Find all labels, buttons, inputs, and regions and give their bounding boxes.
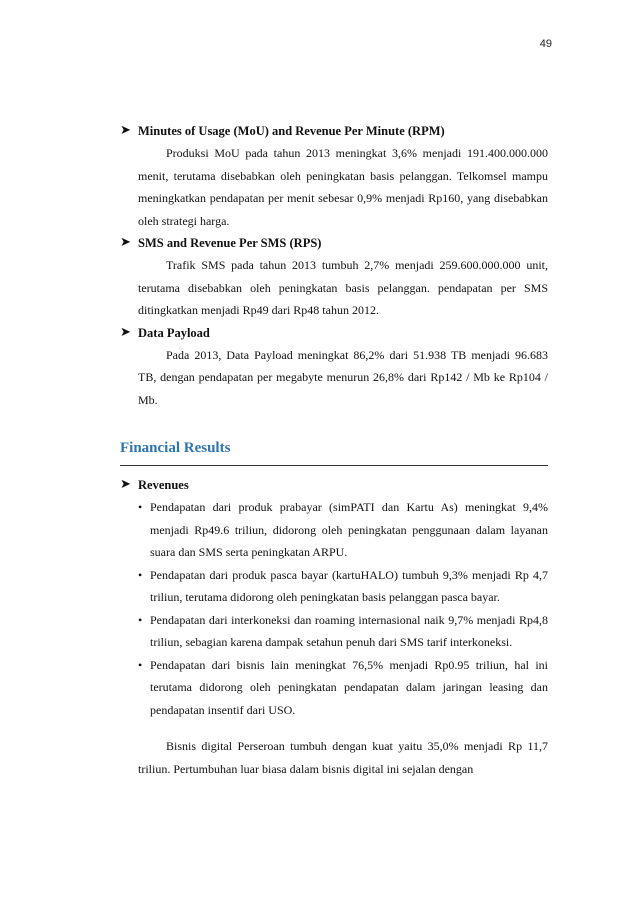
revenues-heading (120, 474, 548, 496)
arrow-bullet-icon: ➤ (120, 324, 131, 340)
arrow-bullet-icon: ➤ (120, 477, 131, 492)
mou-heading (120, 120, 548, 142)
revenues-heading-text: Revenues (138, 478, 189, 492)
financial-results-title: Financial Results (120, 437, 548, 466)
revenues-list (120, 496, 548, 721)
data-payload-heading-text: Data Payload (138, 325, 210, 340)
list-item-text: Pendapatan dari produk pasca bayar (kartuHALO) tumbuh 9,3% menjadi Rp 4,7 triliun, terutama didorong oleh peningkatan basis pelanggan pasca bayar. (150, 567, 548, 604)
sms-heading-text: SMS and Revenue Per SMS (RPS) (138, 236, 322, 250)
list-item (120, 609, 548, 654)
data-payload-paragraph: Pada 2013, Data Payload meningkat 86,2% dari 51.938 TB menjadi 96.683 TB, dengan pendapatan per megabyte menurun 26,8% dari Rp142 / Mb ke Rp104 / Mb. (138, 347, 548, 407)
list-item-text: Pendapatan dari produk prabayar (simPATI dan Kartu As) meningkat 9,4% menjadi Rp49.6 triliun, didorong oleh peningkatan penggunaan dalam layanan suara dan SMS serta peningkatan ARPU. (150, 500, 548, 559)
bullet-dot-icon: • (138, 500, 143, 514)
arrow-bullet-icon: ➤ (120, 235, 131, 250)
arrow-bullet-icon: ➤ (120, 123, 131, 138)
list-item (120, 496, 548, 564)
bullet-dot-icon: • (138, 612, 143, 627)
page-content (120, 120, 548, 780)
list-item-text: Pendapatan dari bisnis lain meningkat 76,5% menjadi Rp0.95 triliun, hal ini terutama didorong oleh peningkatan pendapatan dalam jaringan leasing dan pendapatan insentif dari USO. (150, 657, 548, 717)
mou-heading-text: Minutes of Usage (MoU) and Revenue Per Minute (RPM) (138, 124, 445, 138)
bullet-dot-icon: • (138, 657, 143, 672)
sms-heading (120, 232, 548, 254)
list-item (120, 654, 548, 722)
list-item-text: Pendapatan dari interkoneksi dan roaming internasional naik 9,7% menjadi Rp4,8 triliun, sebagian karena dampak setahun penuh dari SMS tarif interkoneksi. (150, 612, 548, 649)
mou-paragraph: Produksi MoU pada tahun 2013 meningkat 3,6% menjadi 191.400.000.000 menit, terutama disebabkan oleh peningkatan basis pelanggan. Telkomsel mampu meningkatkan pendapatan per menit sebesar 0,9% menjadi Rp160, yang disebabkan oleh strategi harga. (138, 146, 548, 228)
list-item (120, 564, 548, 609)
sms-paragraph: Trafik SMS pada tahun 2013 tumbuh 2,7% menjadi 259.600.000.000 unit, terutama disebabkan oleh peningkatan basis pelanggan. pendapatan per SMS ditingkatkan menjadi Rp49 dari Rp48 tahun 2012. (138, 258, 548, 317)
data-payload-heading (120, 322, 548, 344)
page-number: 49 (539, 38, 552, 50)
closing-paragraph: Bisnis digital Perseroan tumbuh dengan kuat yaitu 35,0% menjadi Rp 11,7 triliun. Pertumbuhan luar biasa dalam bisnis digital ini sejalan dengan (138, 739, 548, 776)
bullet-dot-icon: • (138, 567, 143, 582)
